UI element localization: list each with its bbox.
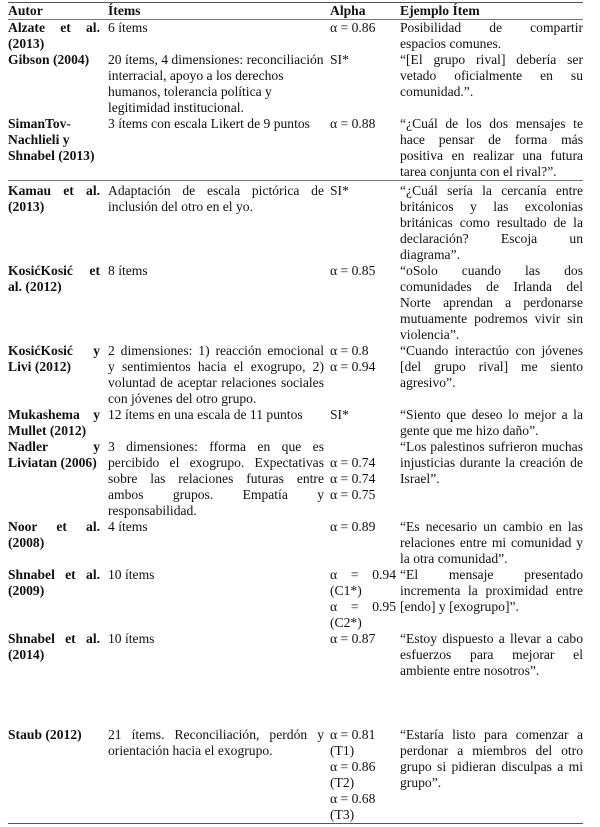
cell-items: 8 ítems <box>108 263 148 278</box>
cell-items: 2 dimensiones: 1) reacción emocional y sentimientos hacia el exogrupo, 2) voluntad de aceptar relaciones sociales con jóvenes del otro grupo. <box>108 343 324 406</box>
cell-ejemplo: “¿Cuál sería la cercanía entre británicos y las excolonias británicas como resultado de la declaración? Escoja un diagrama”. <box>400 181 583 264</box>
cell-items: Adaptación de escala pictórica de inclusión del otro en el yo. <box>108 181 330 264</box>
cell-ejemplo: “Estoy dispuesto a llevar a cabo esfuerzos para mejorar el ambiente entre nosotros”. <box>400 631 583 678</box>
cell-ejemplo: “Siento que deseo lo mejor a la gente que me hizo daño”. <box>400 407 583 438</box>
cell-items: 10 ítems <box>108 631 155 646</box>
alpha-value: α = 0.88 <box>330 116 376 131</box>
header-ejemplo: Ejemplo Ítem <box>400 3 583 20</box>
table-header <box>8 3 583 20</box>
cell-autor: Mukashema y Mullet (2012) <box>8 407 100 438</box>
alpha-value: α = 0.86 <box>330 20 376 35</box>
alpha-value: SI* <box>330 52 349 67</box>
alpha-value: α = 0.86 (T2) <box>330 759 376 790</box>
cell-ejemplo: “Los palestinos sufrieron muchas injusticias durante la creación de Israel”. <box>400 439 583 486</box>
table-row <box>8 567 583 631</box>
table <box>8 2 583 824</box>
cell-alpha <box>330 631 400 727</box>
table-row <box>8 407 583 439</box>
cell-items: 21 ítems. Reconciliación, perdón y orientación hacia el exogrupo. <box>108 727 330 824</box>
cell-alpha <box>330 343 400 407</box>
table-row <box>8 519 583 567</box>
header-row <box>8 3 583 20</box>
alpha-value: α = 0.94 <box>330 359 376 374</box>
cell-alpha <box>330 727 400 824</box>
table-row <box>8 181 583 264</box>
table-row <box>8 631 583 727</box>
cell-alpha <box>330 519 400 567</box>
cell-items: 10 ítems <box>108 567 155 582</box>
cell-autor: Staub (2012) <box>8 727 108 824</box>
alpha-value: α = 0.68 (T3) <box>330 791 376 822</box>
header-autor: Autor <box>8 3 108 20</box>
table-row <box>8 263 583 343</box>
table-row <box>8 20 583 53</box>
cell-ejemplo: “Cuando interactúo con jóvenes [del grupo rival] me siento agresivo”. <box>400 343 583 390</box>
cell-alpha <box>330 116 400 181</box>
header-items: Ítems <box>108 3 330 20</box>
cell-autor: SimanTov-Nachlieli y Shnabel (2013) <box>8 116 95 163</box>
cell-ejemplo: “Es necesario un cambio en las relaciones entre mi comunidad y la otra comunidad”. <box>400 519 583 566</box>
alpha-value: α = 0.87 <box>330 631 376 646</box>
alpha-value: α = 0.75 <box>330 487 376 502</box>
cell-autor: Shnabel et al. (2014) <box>8 631 100 662</box>
alpha-value: α = 0.8 <box>330 343 369 358</box>
cell-items: 3 ítems con escala Likert de 9 puntos <box>108 116 310 131</box>
cell-alpha <box>330 567 400 631</box>
cell-alpha <box>330 20 400 53</box>
cell-autor: Noor et al. (2008) <box>8 519 100 550</box>
cell-alpha <box>330 407 400 439</box>
table-body <box>8 20 583 824</box>
reconciliation-scales-table <box>8 2 583 824</box>
cell-alpha <box>330 439 400 519</box>
cell-items: 6 ítems <box>108 20 148 35</box>
alpha-value: α = 0.74 <box>330 471 376 486</box>
cell-ejemplo: “[El grupo rival] debería ser vetado oficialmente en su comunidad.”. <box>400 52 583 99</box>
header-alpha: Alpha <box>330 3 400 20</box>
cell-items: 20 ítems, 4 dimensiones: reconciliación interracial, apoyo a los derechos humanos, tolerancia política y legitimidad institucional. <box>108 52 324 115</box>
cell-autor: KosićKosić y Livi (2012) <box>8 343 100 374</box>
cell-ejemplo: “El mensaje presentado incrementa la proximidad entre [endo] y [exogrupo]”. <box>400 567 583 614</box>
cell-autor: Shnabel et al. (2009) <box>8 567 100 598</box>
alpha-value: α = 0.89 <box>330 519 376 534</box>
cell-ejemplo: “oSolo cuando las dos comunidades de Irlanda del Norte aprendan a perdonarse mutuamente podremos vivir sin violencia”. <box>400 263 583 342</box>
cell-autor: KosićKosić et al. (2012) <box>8 263 100 294</box>
cell-alpha <box>330 52 400 116</box>
alpha-spacer <box>330 439 396 455</box>
cell-alpha <box>330 263 400 343</box>
cell-ejemplo: “Estaría listo para comenzar a perdonar a miembros del otro grupo si pidieran disculpas a mi grupo”. <box>400 727 583 824</box>
alpha-value: α = 0.85 <box>330 263 376 278</box>
alpha-value: α = 0.94 (C1*) <box>330 567 396 598</box>
cell-items: 4 ítems <box>108 519 148 534</box>
cell-alpha <box>330 181 400 264</box>
alpha-value: SI* <box>330 183 349 198</box>
cell-ejemplo: “¿Cuál de los dos mensajes te hace pensar de forma más positiva en realizar una futura tarea conjunta con el rival?”. <box>400 116 583 179</box>
cell-autor: Kamau et al. (2013) <box>8 181 108 264</box>
cell-autor: Gibson (2004) <box>8 52 90 67</box>
table-row <box>8 52 583 116</box>
cell-items: 12 ítems en una escala de 11 puntos <box>108 407 303 422</box>
alpha-value: SI* <box>330 407 349 422</box>
table-row <box>8 116 583 181</box>
cell-autor: Nadler y Liviatan (2006) <box>8 439 100 470</box>
cell-items: 3 dimensiones: fforma en que es percibido el exogrupo. Expectativas sobre las relaciones futuras entre ambos grupos. Empatía y responsabilidad. <box>108 439 324 518</box>
cell-autor: Alzate et al. (2013) <box>8 20 100 51</box>
cell-ejemplo: Posibilidad de compartir espacios comunes. <box>400 20 583 51</box>
table-row <box>8 727 583 824</box>
alpha-value: α = 0.81 (T1) <box>330 727 376 758</box>
table-row <box>8 343 583 407</box>
table-row <box>8 439 583 519</box>
alpha-value: α = 0.95 (C2*) <box>330 599 396 630</box>
alpha-value: α = 0.74 <box>330 455 376 470</box>
